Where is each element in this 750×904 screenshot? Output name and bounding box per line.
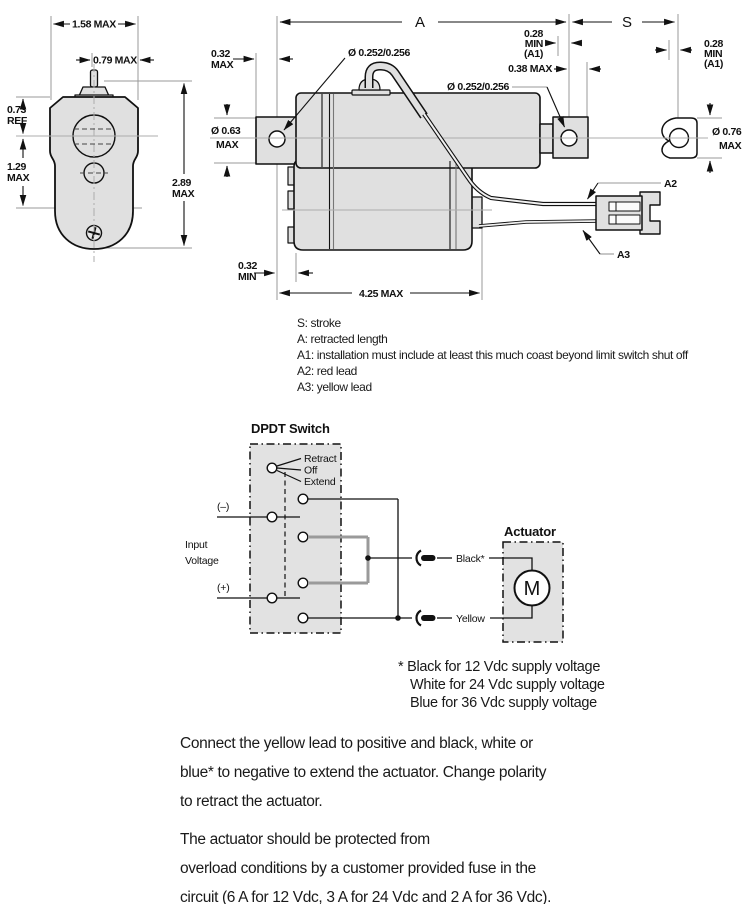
dpdt-switch-box bbox=[185, 421, 341, 633]
svg-text:MIN: MIN bbox=[524, 38, 543, 50]
lower-dim: 1.29 bbox=[7, 161, 27, 173]
coast-left-dim: 0.28 bbox=[523, 28, 543, 40]
black-wire-label: Black* bbox=[456, 553, 485, 565]
bullet-connector-icon bbox=[417, 611, 422, 626]
svg-text:MAX: MAX bbox=[719, 140, 742, 152]
svg-text:MAX: MAX bbox=[172, 188, 195, 200]
ear-dia-dim: Ø 0.63 bbox=[211, 125, 241, 137]
grommet-base bbox=[352, 90, 390, 95]
note-line: circuit (6 A for 12 Vdc, 3 A for 24 Vdc and 2 A for 36 Vdc). bbox=[180, 889, 552, 904]
dimension-legend bbox=[297, 315, 688, 395]
legend-line: S: stroke bbox=[297, 316, 341, 330]
note-line: to retract the actuator. bbox=[180, 793, 323, 810]
body-length-dim: 4.25 MAX bbox=[359, 288, 403, 300]
negative-label: (–) bbox=[217, 501, 230, 513]
end-width-dim: 1.58 MAX bbox=[72, 18, 116, 31]
fuse-protection-note bbox=[180, 825, 551, 904]
note-line: blue* to negative to extend the actuator. Change polarity bbox=[180, 764, 547, 781]
supply-voltage-footnote bbox=[398, 658, 605, 712]
junction-dot bbox=[365, 555, 371, 561]
position-retract-label: Retract bbox=[304, 453, 337, 465]
svg-text:MAX: MAX bbox=[7, 172, 30, 184]
clevis-dia-dim: Ø 0.76 bbox=[712, 126, 742, 138]
svg-text:MAX: MAX bbox=[216, 139, 239, 151]
dimension-drawing bbox=[0, 0, 750, 312]
positive-label: (+) bbox=[217, 582, 230, 594]
motor-symbol bbox=[515, 571, 550, 606]
switch-title: DPDT Switch bbox=[251, 421, 330, 436]
position-off-label: Off bbox=[304, 464, 318, 477]
end-half-width-dim: 0.79 MAX bbox=[93, 54, 137, 67]
bullet-connectors bbox=[417, 551, 486, 626]
junction-dot bbox=[395, 615, 401, 621]
legend-line: A1: installation must include at least this much coast beyond limit switch shut off bbox=[297, 348, 688, 362]
top-ref-dim: 0.73 bbox=[7, 104, 27, 116]
svg-text:MAX: MAX bbox=[211, 59, 234, 71]
svg-text:REF: REF bbox=[7, 115, 27, 127]
legend-line: A2: red lead bbox=[297, 364, 357, 378]
footnote-line: White for 24 Vdc supply voltage bbox=[410, 677, 605, 693]
retracted-length-dim: A bbox=[414, 14, 426, 31]
motor-housing bbox=[294, 160, 472, 250]
ear-mounting-hole bbox=[269, 131, 285, 147]
rod-end-width-dim: 0.38 MAX bbox=[508, 63, 552, 75]
wiring-diagram bbox=[0, 415, 750, 665]
note-line: The actuator should be protected from bbox=[180, 831, 430, 848]
svg-text:MIN: MIN bbox=[704, 48, 723, 60]
footnote-line: Blue for 36 Vdc supply voltage bbox=[410, 695, 597, 711]
stroke-dim: S bbox=[621, 14, 633, 31]
hole-dia-right-dim: Ø 0.252/0.256 bbox=[447, 81, 510, 93]
input-voltage-label: Input bbox=[185, 539, 208, 551]
legend-line: A3: yellow lead bbox=[297, 380, 372, 394]
svg-text:MIN: MIN bbox=[238, 271, 257, 283]
svg-text:(A1): (A1) bbox=[523, 48, 543, 60]
motor-letter: M bbox=[523, 578, 541, 600]
body-offset-dim: 0.32 bbox=[238, 260, 258, 272]
legend-line: A: retracted length bbox=[297, 332, 388, 346]
position-extend-label: Extend bbox=[304, 476, 336, 488]
hole-dia-left-dim: Ø 0.252/0.256 bbox=[348, 47, 411, 59]
polarity-note bbox=[180, 729, 546, 816]
bullet-connector-icon bbox=[417, 551, 422, 566]
note-line: Connect the yellow lead to positive and black, white or bbox=[180, 735, 533, 752]
lead-a3-label: A3 bbox=[617, 249, 630, 261]
lead-a2-label: A2 bbox=[664, 178, 677, 190]
coast-right-dim: 0.28 bbox=[704, 38, 724, 50]
lead-connector bbox=[596, 192, 660, 234]
footnote-line: * Black for 12 Vdc supply voltage bbox=[398, 659, 601, 675]
actuator-title: Actuator bbox=[504, 524, 556, 539]
yellow-wire-label: Yellow bbox=[456, 613, 485, 625]
height-dim: 2.89 bbox=[172, 177, 192, 189]
svg-text:(A1): (A1) bbox=[704, 58, 724, 70]
ear-offset-dim: 0.32 bbox=[211, 48, 231, 60]
note-line: overload conditions by a customer provided fuse in the bbox=[180, 860, 536, 877]
svg-text:Voltage: Voltage bbox=[185, 555, 219, 567]
